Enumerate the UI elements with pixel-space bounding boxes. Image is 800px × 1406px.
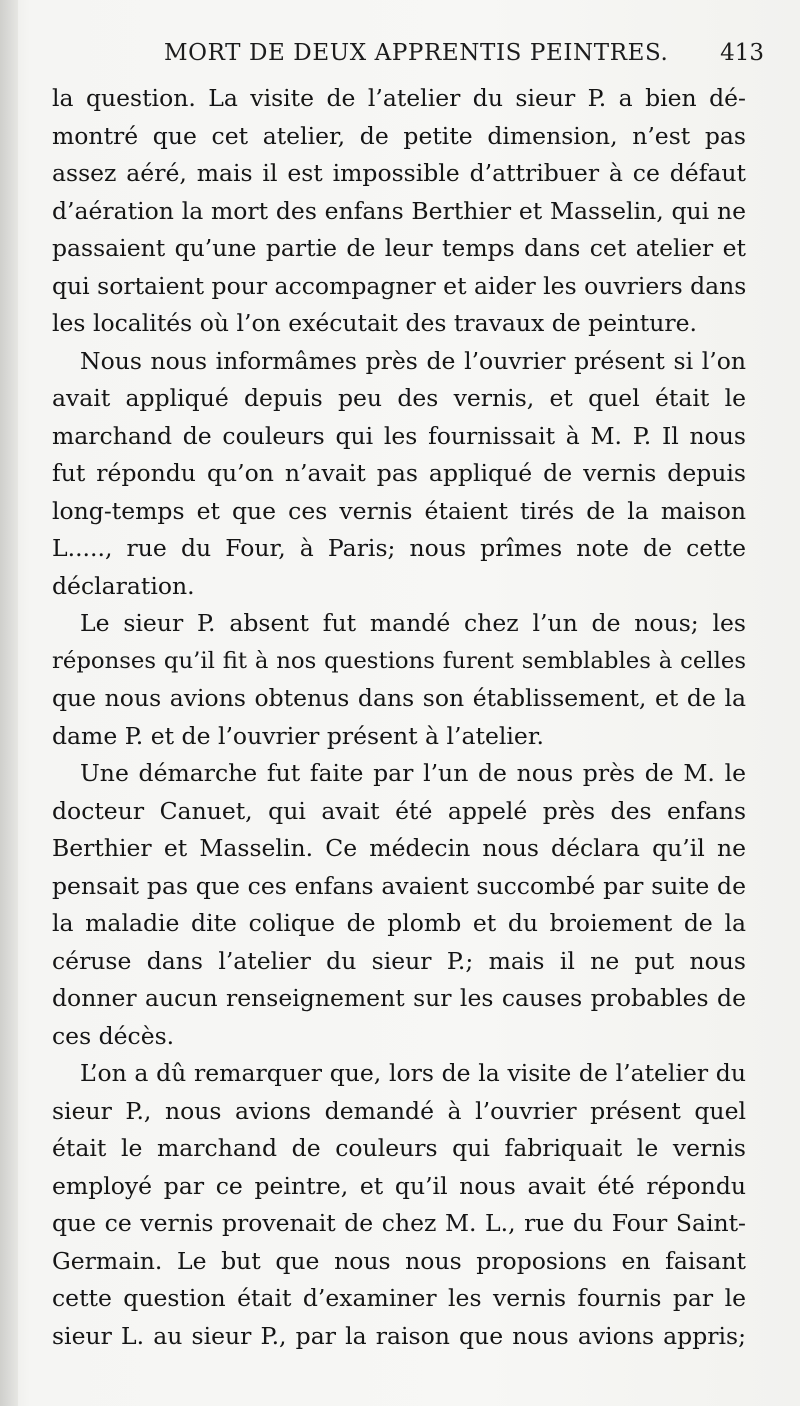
text-line: les localités où l’on exécutait des travaux de peinture. [52, 309, 697, 337]
text-line: L’on a dû remarquer que, lors de la visite de l’atelier du [80, 1059, 746, 1087]
text-line: la question. La visite de l’atelier du sieur P. a bien dé- [52, 84, 746, 112]
running-title: MORT DE DEUX APPRENTIS PEINTRES. [164, 40, 669, 66]
text-line: montré que cet atelier, de petite dimension, n’est pas [52, 121, 746, 150]
text-line: sieur P., nous avions demandé à l’ouvrier présent quel [52, 1096, 746, 1125]
text-line: déclaration. [52, 571, 195, 600]
text-line: Nous nous informâmes près de l’ouvrier présent si l’on [80, 346, 746, 375]
text-line: sieur L. au sieur P., par la raison que nous avions appris; [52, 1321, 746, 1350]
text-line: ces décès. [52, 1021, 175, 1050]
page-gutter [0, 0, 18, 1406]
text-line: Le sieur P. absent fut mandé chez l’un de nous; les [80, 609, 746, 637]
page-header [52, 38, 770, 78]
text-line: Germain. Le but que nous nous proposions en faisant [52, 1246, 746, 1275]
text-line: marchand de couleurs qui les fournissait à M. P. Il nous [52, 421, 746, 450]
text-line: céruse dans l’atelier du sieur P.; mais il ne put nous [52, 946, 746, 975]
text-line: que ce vernis provenait de chez M. L., rue du Four Saint- [52, 1209, 746, 1237]
text-line: réponses qu’il fit à nos questions furent semblables à celles [52, 647, 746, 674]
text-line: d’aération la mort des enfans Berthier et Masselin, qui ne [52, 196, 746, 225]
page-number: 413 [720, 40, 764, 66]
text-line: passaient qu’une partie de leur temps dans cet atelier et [52, 234, 746, 262]
text-line: employé par ce peintre, et qu’il nous avait été répondu [52, 1171, 746, 1200]
text-line: était le marchand de couleurs qui fabriquait le vernis [52, 1134, 746, 1162]
text-line: Une démarche fut faite par l’un de nous près de M. le [80, 759, 746, 787]
text-line: que nous avions obtenus dans son établissement, et de la [52, 684, 746, 712]
text-line: avait appliqué depuis peu des vernis, et quel était le [52, 384, 746, 412]
text-line: Berthier et Masselin. Ce médecin nous déclara qu’il ne [52, 834, 746, 862]
text-line: dame P. et de l’ouvrier présent à l’atelier. [52, 721, 544, 750]
body-text [52, 80, 746, 1355]
text-line: qui sortaient pour accompagner et aider les ouvriers dans [52, 271, 747, 300]
text-line: cette question était d’examiner les vernis fournis par le [52, 1284, 746, 1312]
text-line: pensait pas que ces enfans avaient succombé par suite de [52, 871, 746, 900]
text-line: fut répondu qu’on n’avait pas appliqué de vernis depuis [52, 459, 746, 487]
text-line: L....., rue du Four, à Paris; nous prîmes note de cette [52, 534, 746, 562]
text-line: docteur Canuet, qui avait été appelé près des enfans [52, 796, 746, 825]
text-line: la maladie dite colique de plomb et du broiement de la [52, 909, 746, 937]
text-line: donner aucun renseignement sur les causes probables de [52, 984, 746, 1012]
text-line: long-temps et que ces vernis étaient tirés de la maison [52, 496, 746, 525]
text-line: assez aéré, mais il est impossible d’attribuer à ce défaut [52, 159, 746, 187]
